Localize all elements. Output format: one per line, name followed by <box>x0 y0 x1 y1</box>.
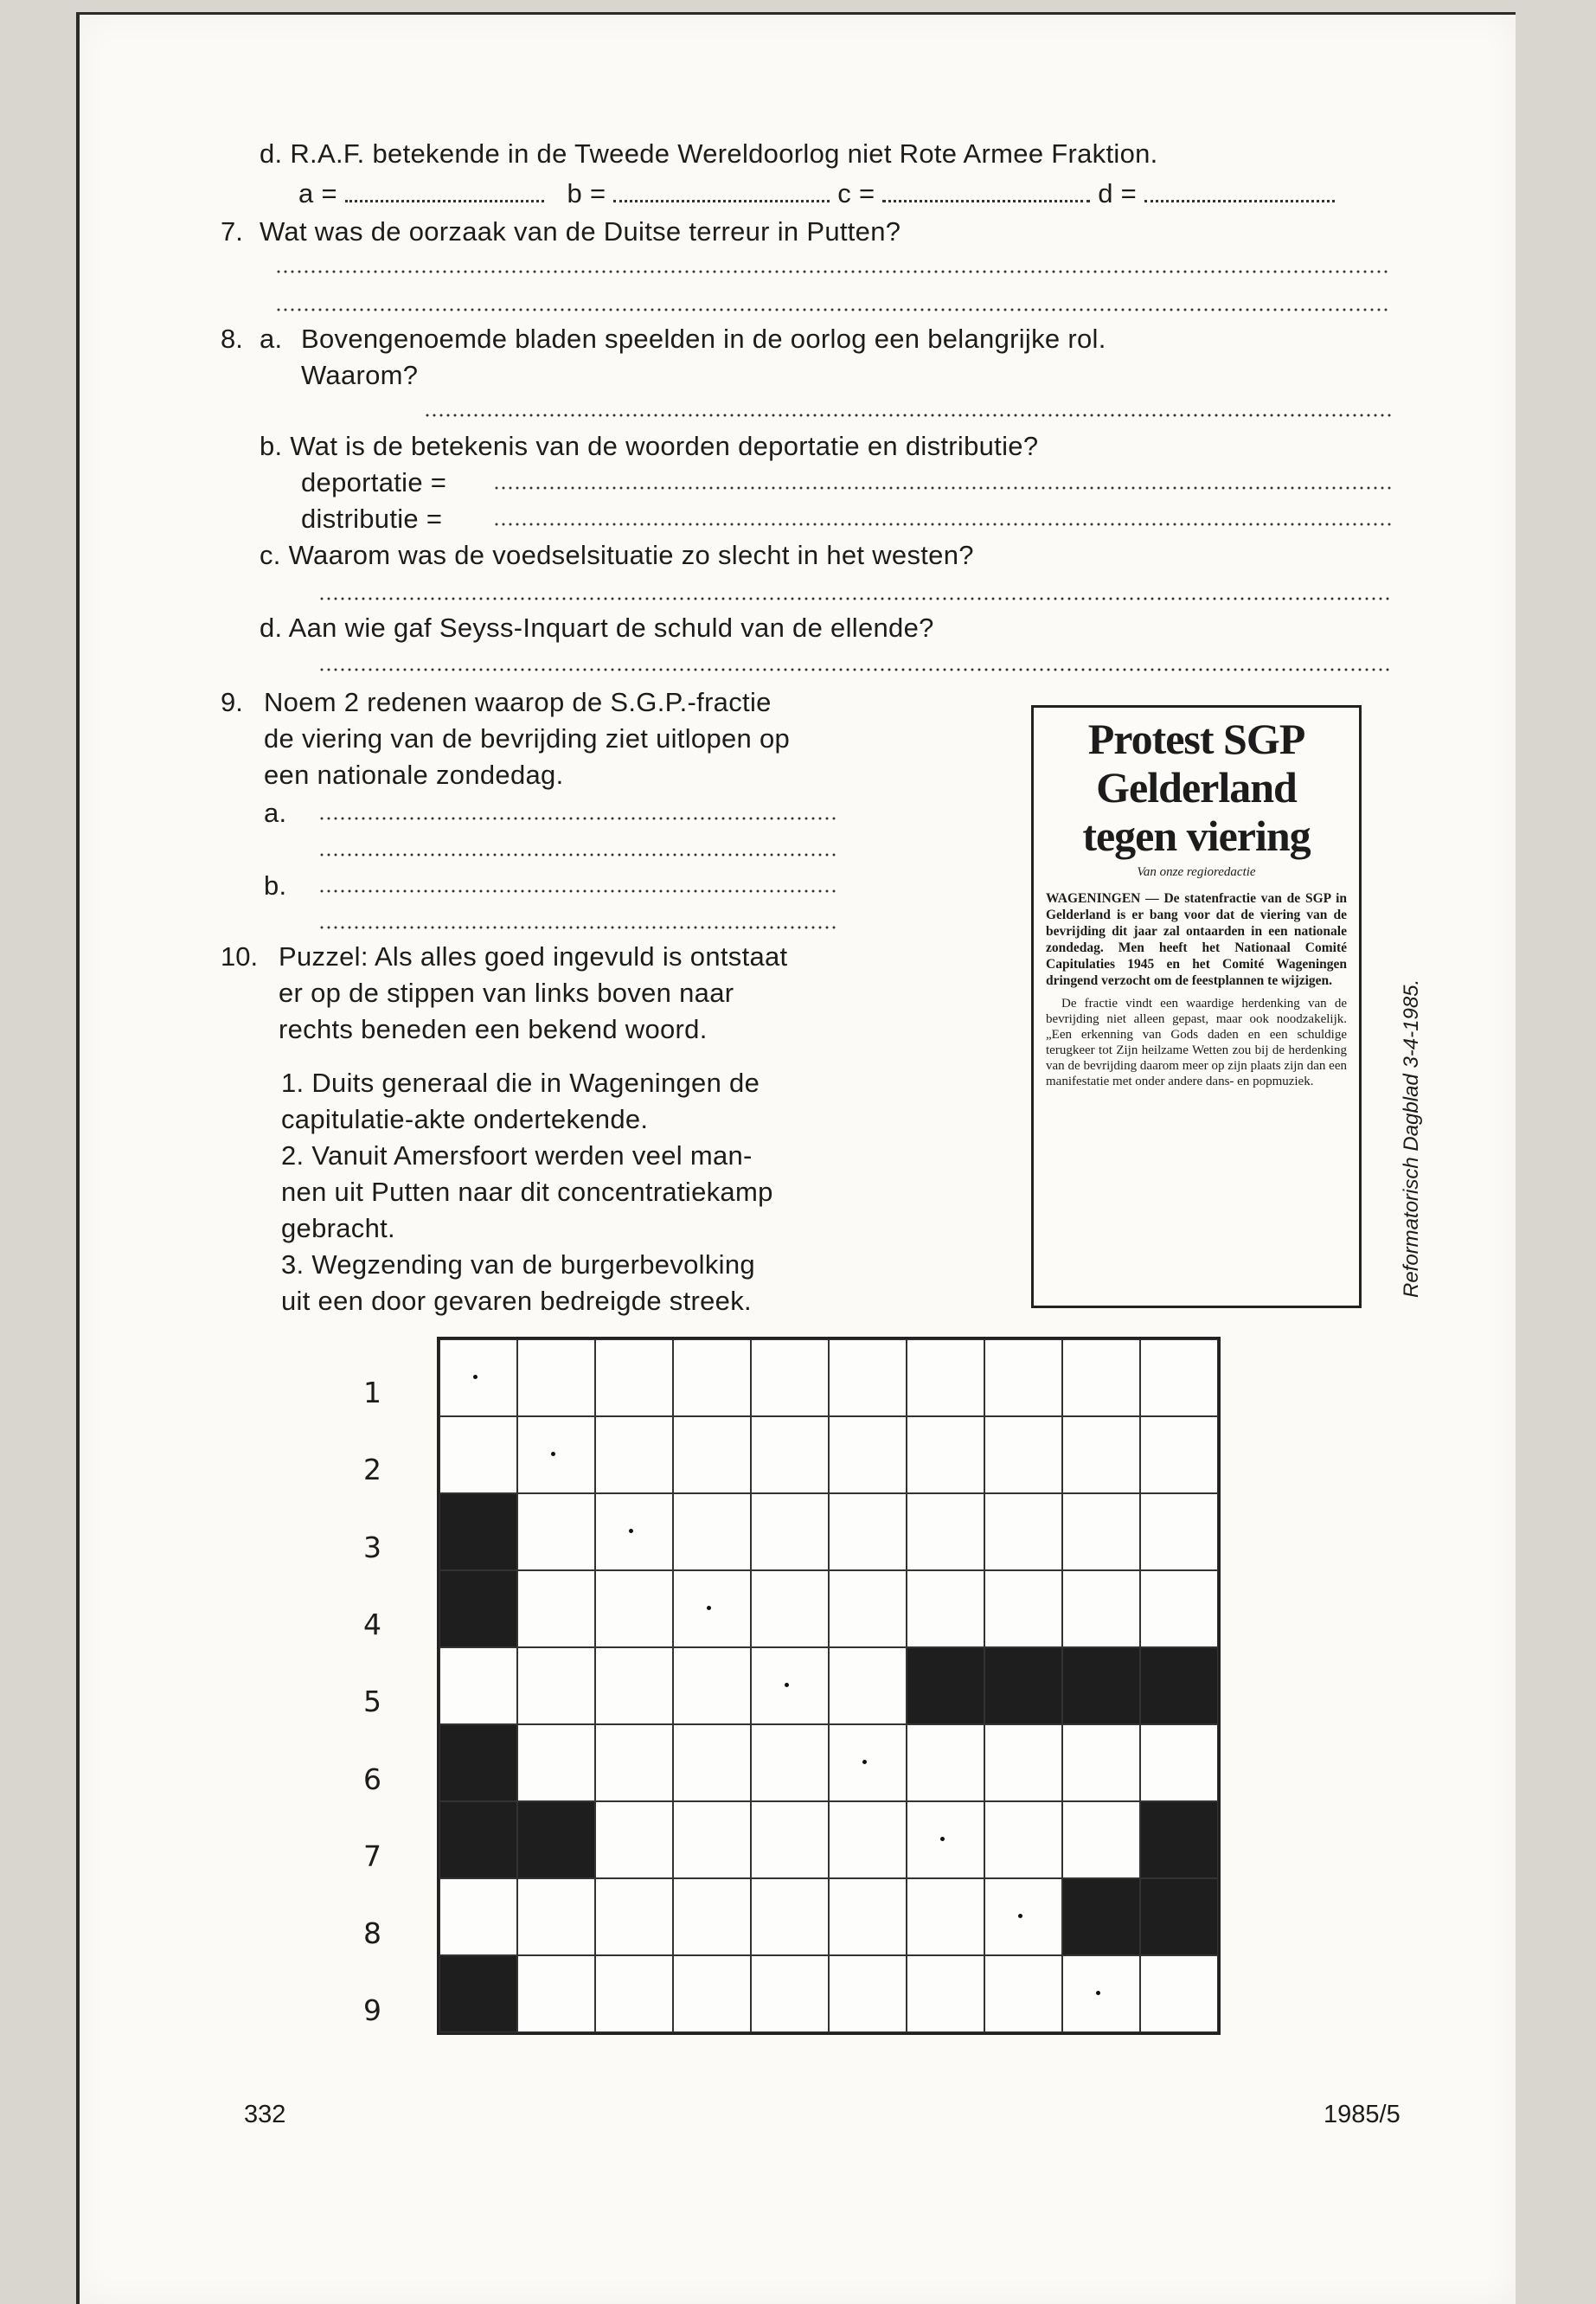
crossword-dot <box>551 1452 555 1456</box>
q8c-answer-line[interactable] <box>318 597 1391 600</box>
crossword-cell[interactable] <box>595 1647 673 1724</box>
crossword-cell[interactable] <box>829 1647 907 1724</box>
crossword-dot <box>862 1760 867 1764</box>
crossword-block <box>439 1801 517 1878</box>
crossword-cell[interactable] <box>829 1955 907 2032</box>
crossword-cell[interactable] <box>517 1416 595 1493</box>
crossword-block <box>439 1724 517 1801</box>
q8b-deportatie-label: deportatie = <box>301 467 447 497</box>
clipping-byline: Van onze regioredactie <box>1137 865 1256 879</box>
crossword-cell[interactable] <box>984 1416 1062 1493</box>
crossword-cell[interactable] <box>673 1570 751 1647</box>
crossword-cell[interactable] <box>673 1493 751 1570</box>
crossword-cell[interactable] <box>1140 1416 1218 1493</box>
crossword-cell[interactable] <box>829 1724 907 1801</box>
crossword-cell[interactable] <box>517 1878 595 1955</box>
crossword-block <box>984 1647 1062 1724</box>
crossword-cell[interactable] <box>595 1955 673 2032</box>
crossword-dot <box>1018 1914 1022 1918</box>
crossword-cell[interactable] <box>751 1493 829 1570</box>
q6d-c-label: c = <box>837 178 875 209</box>
clue-1-line-2: capitulatie-akte ondertekende. <box>281 1104 649 1134</box>
crossword-cell[interactable] <box>517 1955 595 2032</box>
crossword-cell[interactable] <box>673 1878 751 1955</box>
crossword-cell[interactable] <box>1140 1339 1218 1416</box>
crossword-cell[interactable] <box>1062 1955 1140 2032</box>
crossword-cell[interactable] <box>439 1416 517 1493</box>
crossword-block <box>517 1801 595 1878</box>
q9-text-2: de viering van de bevrijding ziet uitlopen op <box>264 723 791 754</box>
clipping-headline-3: tegen viering <box>1082 812 1311 860</box>
crossword-cell[interactable] <box>595 1493 673 1570</box>
crossword-dot <box>785 1683 789 1687</box>
crossword-block <box>907 1647 984 1724</box>
q9-text-3: een nationale zondedag. <box>264 760 564 790</box>
page-number: 332 <box>244 2101 286 2128</box>
crossword-dot <box>629 1529 633 1533</box>
crossword-row-number: 9 <box>363 1993 381 2028</box>
issue-number: 1985/5 <box>1324 2101 1401 2128</box>
crossword-block <box>439 1570 517 1647</box>
crossword-cell[interactable] <box>595 1416 673 1493</box>
crossword-cell[interactable] <box>439 1878 517 1955</box>
crossword-block <box>1062 1878 1140 1955</box>
crossword-cell[interactable] <box>907 1955 984 2032</box>
q6d-answers <box>298 176 1335 211</box>
crossword-cell[interactable] <box>984 1955 1062 2032</box>
crossword-cell[interactable] <box>829 1570 907 1647</box>
crossword-cell[interactable] <box>984 1493 1062 1570</box>
q8b-distributie-label: distributie = <box>301 504 443 534</box>
q8b-distributie-line[interactable] <box>493 523 1391 526</box>
crossword-cell[interactable] <box>595 1801 673 1878</box>
q6d-b-label: b = <box>567 178 606 209</box>
crossword-cell[interactable] <box>829 1801 907 1878</box>
q9-text-1: Noem 2 redenen waarop de S.G.P.-fractie <box>264 687 772 717</box>
q9-number: 9. <box>221 687 243 717</box>
crossword-block <box>439 1493 517 1570</box>
crossword-row-number: 5 <box>363 1685 381 1719</box>
q10-number: 10. <box>221 941 259 972</box>
crossword-cell[interactable] <box>517 1339 595 1416</box>
q8-number: 8. <box>221 324 243 354</box>
clue-3-line-1: 3. Wegzending van de burgerbevolking <box>281 1249 755 1280</box>
crossword-block <box>1062 1647 1140 1724</box>
crossword-row-number: 4 <box>363 1607 381 1641</box>
newspaper-clipping <box>1031 705 1362 1308</box>
crossword-cell[interactable] <box>1062 1570 1140 1647</box>
clue-1-line-1: 1. Duits generaal die in Wageningen de <box>281 1068 760 1098</box>
crossword-dot <box>1096 1991 1100 1995</box>
q9a-label: a. <box>264 798 287 828</box>
crossword-cell[interactable] <box>439 1339 517 1416</box>
crossword-cell[interactable] <box>829 1416 907 1493</box>
crossword-block <box>1140 1801 1218 1878</box>
q9b-answer-line-2[interactable] <box>318 926 839 929</box>
crossword-cell[interactable] <box>1140 1724 1218 1801</box>
crossword-cell[interactable] <box>829 1493 907 1570</box>
q8a-label: a. <box>260 324 283 354</box>
crossword-cell[interactable] <box>439 1647 517 1724</box>
crossword-row-number: 1 <box>363 1376 381 1409</box>
q7-number: 7. <box>221 216 243 247</box>
crossword-cell[interactable] <box>1062 1493 1140 1570</box>
crossword-cell[interactable] <box>517 1493 595 1570</box>
crossword-cell[interactable] <box>751 1724 829 1801</box>
clue-3-line-2: uit een door gevaren bedreigde streek. <box>281 1286 752 1316</box>
crossword-cell[interactable] <box>907 1724 984 1801</box>
q8c-text: c. Waarom was de voedselsituatie zo slecht in het westen? <box>260 540 974 570</box>
crossword-dot <box>473 1375 478 1379</box>
crossword-dot <box>707 1606 711 1610</box>
crossword-cell[interactable] <box>829 1878 907 1955</box>
q8d-answer-line[interactable] <box>318 668 1391 671</box>
clipping-lead: WAGENINGEN — De statenfractie van de SGP in Gelderland is er bang voor dat de viering van de bevrijding dit jaar zal ontaarden in een nationale zondedag. Men heeft het Nationaal Comité Capitulaties 1945 en het Comité Wageningen dringend verzocht om de feestplannen te wijzigen. <box>1046 891 1347 988</box>
q7-answer-line-1[interactable] <box>275 270 1391 273</box>
clipping-headline-2: Gelderland <box>1096 763 1297 812</box>
q7-text: Wat was de oorzaak van de Duitse terreur in Putten? <box>260 216 901 247</box>
crossword-cell[interactable] <box>673 1955 751 2032</box>
crossword-row-number: 2 <box>363 1453 381 1487</box>
crossword-row-number: 3 <box>363 1530 381 1564</box>
crossword-cell[interactable] <box>984 1570 1062 1647</box>
crossword-dot <box>940 1837 945 1841</box>
crossword-cell[interactable] <box>751 1647 829 1724</box>
crossword-cell[interactable] <box>751 1955 829 2032</box>
q10-text-2: er op de stippen van links boven naar <box>279 978 734 1008</box>
crossword-cell[interactable] <box>1062 1801 1140 1878</box>
crossword-block <box>439 1955 517 2032</box>
q8a-answer-line[interactable] <box>424 414 1391 417</box>
crossword-cell[interactable] <box>1062 1724 1140 1801</box>
clipping-body: De fractie vindt een waardige herdenking van de bevrijding niet alleen gepast, maar ook noodzakelijk. „Een erkenning van Gods daden en een schuldige terugkeer tot Zijn heilzame Wetten zou bij de herdenking van de bevrijding daarom meer op zijn plaats zijn dan een manifestatie met onder andere dans- en popmuziek. <box>1046 997 1347 1088</box>
crossword-grid <box>437 1337 1221 2035</box>
clue-2-line-2: nen uit Putten naar dit concentratiekamp <box>281 1177 773 1207</box>
crossword-cell[interactable] <box>907 1570 984 1647</box>
crossword-cell[interactable] <box>751 1878 829 1955</box>
crossword-cell[interactable] <box>595 1878 673 1955</box>
crossword-cell[interactable] <box>517 1647 595 1724</box>
q9a-answer-line-2[interactable] <box>318 853 839 857</box>
crossword-cell[interactable] <box>595 1339 673 1416</box>
crossword-cell[interactable] <box>984 1724 1062 1801</box>
crossword-cell[interactable] <box>751 1570 829 1647</box>
clipping-headline-1: Protest SGP <box>1087 715 1305 763</box>
crossword-cell[interactable] <box>673 1724 751 1801</box>
crossword-cell[interactable] <box>517 1724 595 1801</box>
q8d-text: d. Aan wie gaf Seyss-Inquart de schuld van de ellende? <box>260 613 934 643</box>
crossword-block <box>1140 1647 1218 1724</box>
crossword-cell[interactable] <box>984 1339 1062 1416</box>
q8a-text-2: Waarom? <box>301 360 419 390</box>
crossword-cell[interactable] <box>673 1647 751 1724</box>
q6d-d-label: d = <box>1098 178 1138 209</box>
q6d-a-label: a = <box>298 178 337 209</box>
crossword-cell[interactable] <box>984 1878 1062 1955</box>
crossword-cell[interactable] <box>1062 1339 1140 1416</box>
crossword-cell[interactable] <box>907 1416 984 1493</box>
q10-text-3: rechts beneden een bekend woord. <box>279 1014 708 1044</box>
crossword-cell[interactable] <box>1140 1955 1218 2032</box>
q9b-answer-line-1[interactable] <box>318 889 839 893</box>
crossword-cell[interactable] <box>673 1339 751 1416</box>
crossword-cell[interactable] <box>907 1801 984 1878</box>
crossword-cell[interactable] <box>984 1801 1062 1878</box>
q9b-label: b. <box>264 870 287 901</box>
q8b-text: b. Wat is de betekenis van de woorden deportatie en distributie? <box>260 431 1039 461</box>
q8b-deportatie-line[interactable] <box>493 486 1391 490</box>
crossword-cell[interactable] <box>1140 1570 1218 1647</box>
crossword-cell[interactable] <box>829 1339 907 1416</box>
crossword-cell[interactable] <box>751 1416 829 1493</box>
crossword-cell[interactable] <box>907 1493 984 1570</box>
crossword-cell[interactable] <box>751 1801 829 1878</box>
crossword-row-number: 8 <box>363 1916 381 1951</box>
crossword-cell[interactable] <box>1062 1416 1140 1493</box>
clue-2-line-3: gebracht. <box>281 1213 395 1243</box>
q10-text-1: Puzzel: Als alles goed ingevuld is ontstaat <box>279 941 788 972</box>
crossword-cell[interactable] <box>751 1339 829 1416</box>
crossword-row-number: 7 <box>363 1839 381 1873</box>
crossword-cell[interactable] <box>907 1878 984 1955</box>
crossword-cell[interactable] <box>595 1724 673 1801</box>
crossword-cell[interactable] <box>907 1339 984 1416</box>
crossword-block <box>1140 1878 1218 1955</box>
crossword-cell[interactable] <box>595 1570 673 1647</box>
q8a-text: Bovengenoemde bladen speelden in de oorlog een belangrijke rol. <box>301 324 1106 354</box>
q6d-text: d. R.A.F. betekende in de Tweede Wereldoorlog niet Rote Armee Fraktion. <box>260 138 1158 169</box>
q7-answer-line-2[interactable] <box>275 308 1391 311</box>
crossword-cell[interactable] <box>673 1801 751 1878</box>
q9a-answer-line-1[interactable] <box>318 817 839 820</box>
clue-2-line-1: 2. Vanuit Amersfoort werden veel man- <box>281 1140 753 1171</box>
crossword-cell[interactable] <box>673 1416 751 1493</box>
crossword-cell[interactable] <box>1140 1493 1218 1570</box>
clipping-source: Reformatorisch Dagblad 3-4-1985. <box>1400 979 1423 1298</box>
crossword-row-number: 6 <box>363 1762 381 1796</box>
crossword-cell[interactable] <box>517 1570 595 1647</box>
